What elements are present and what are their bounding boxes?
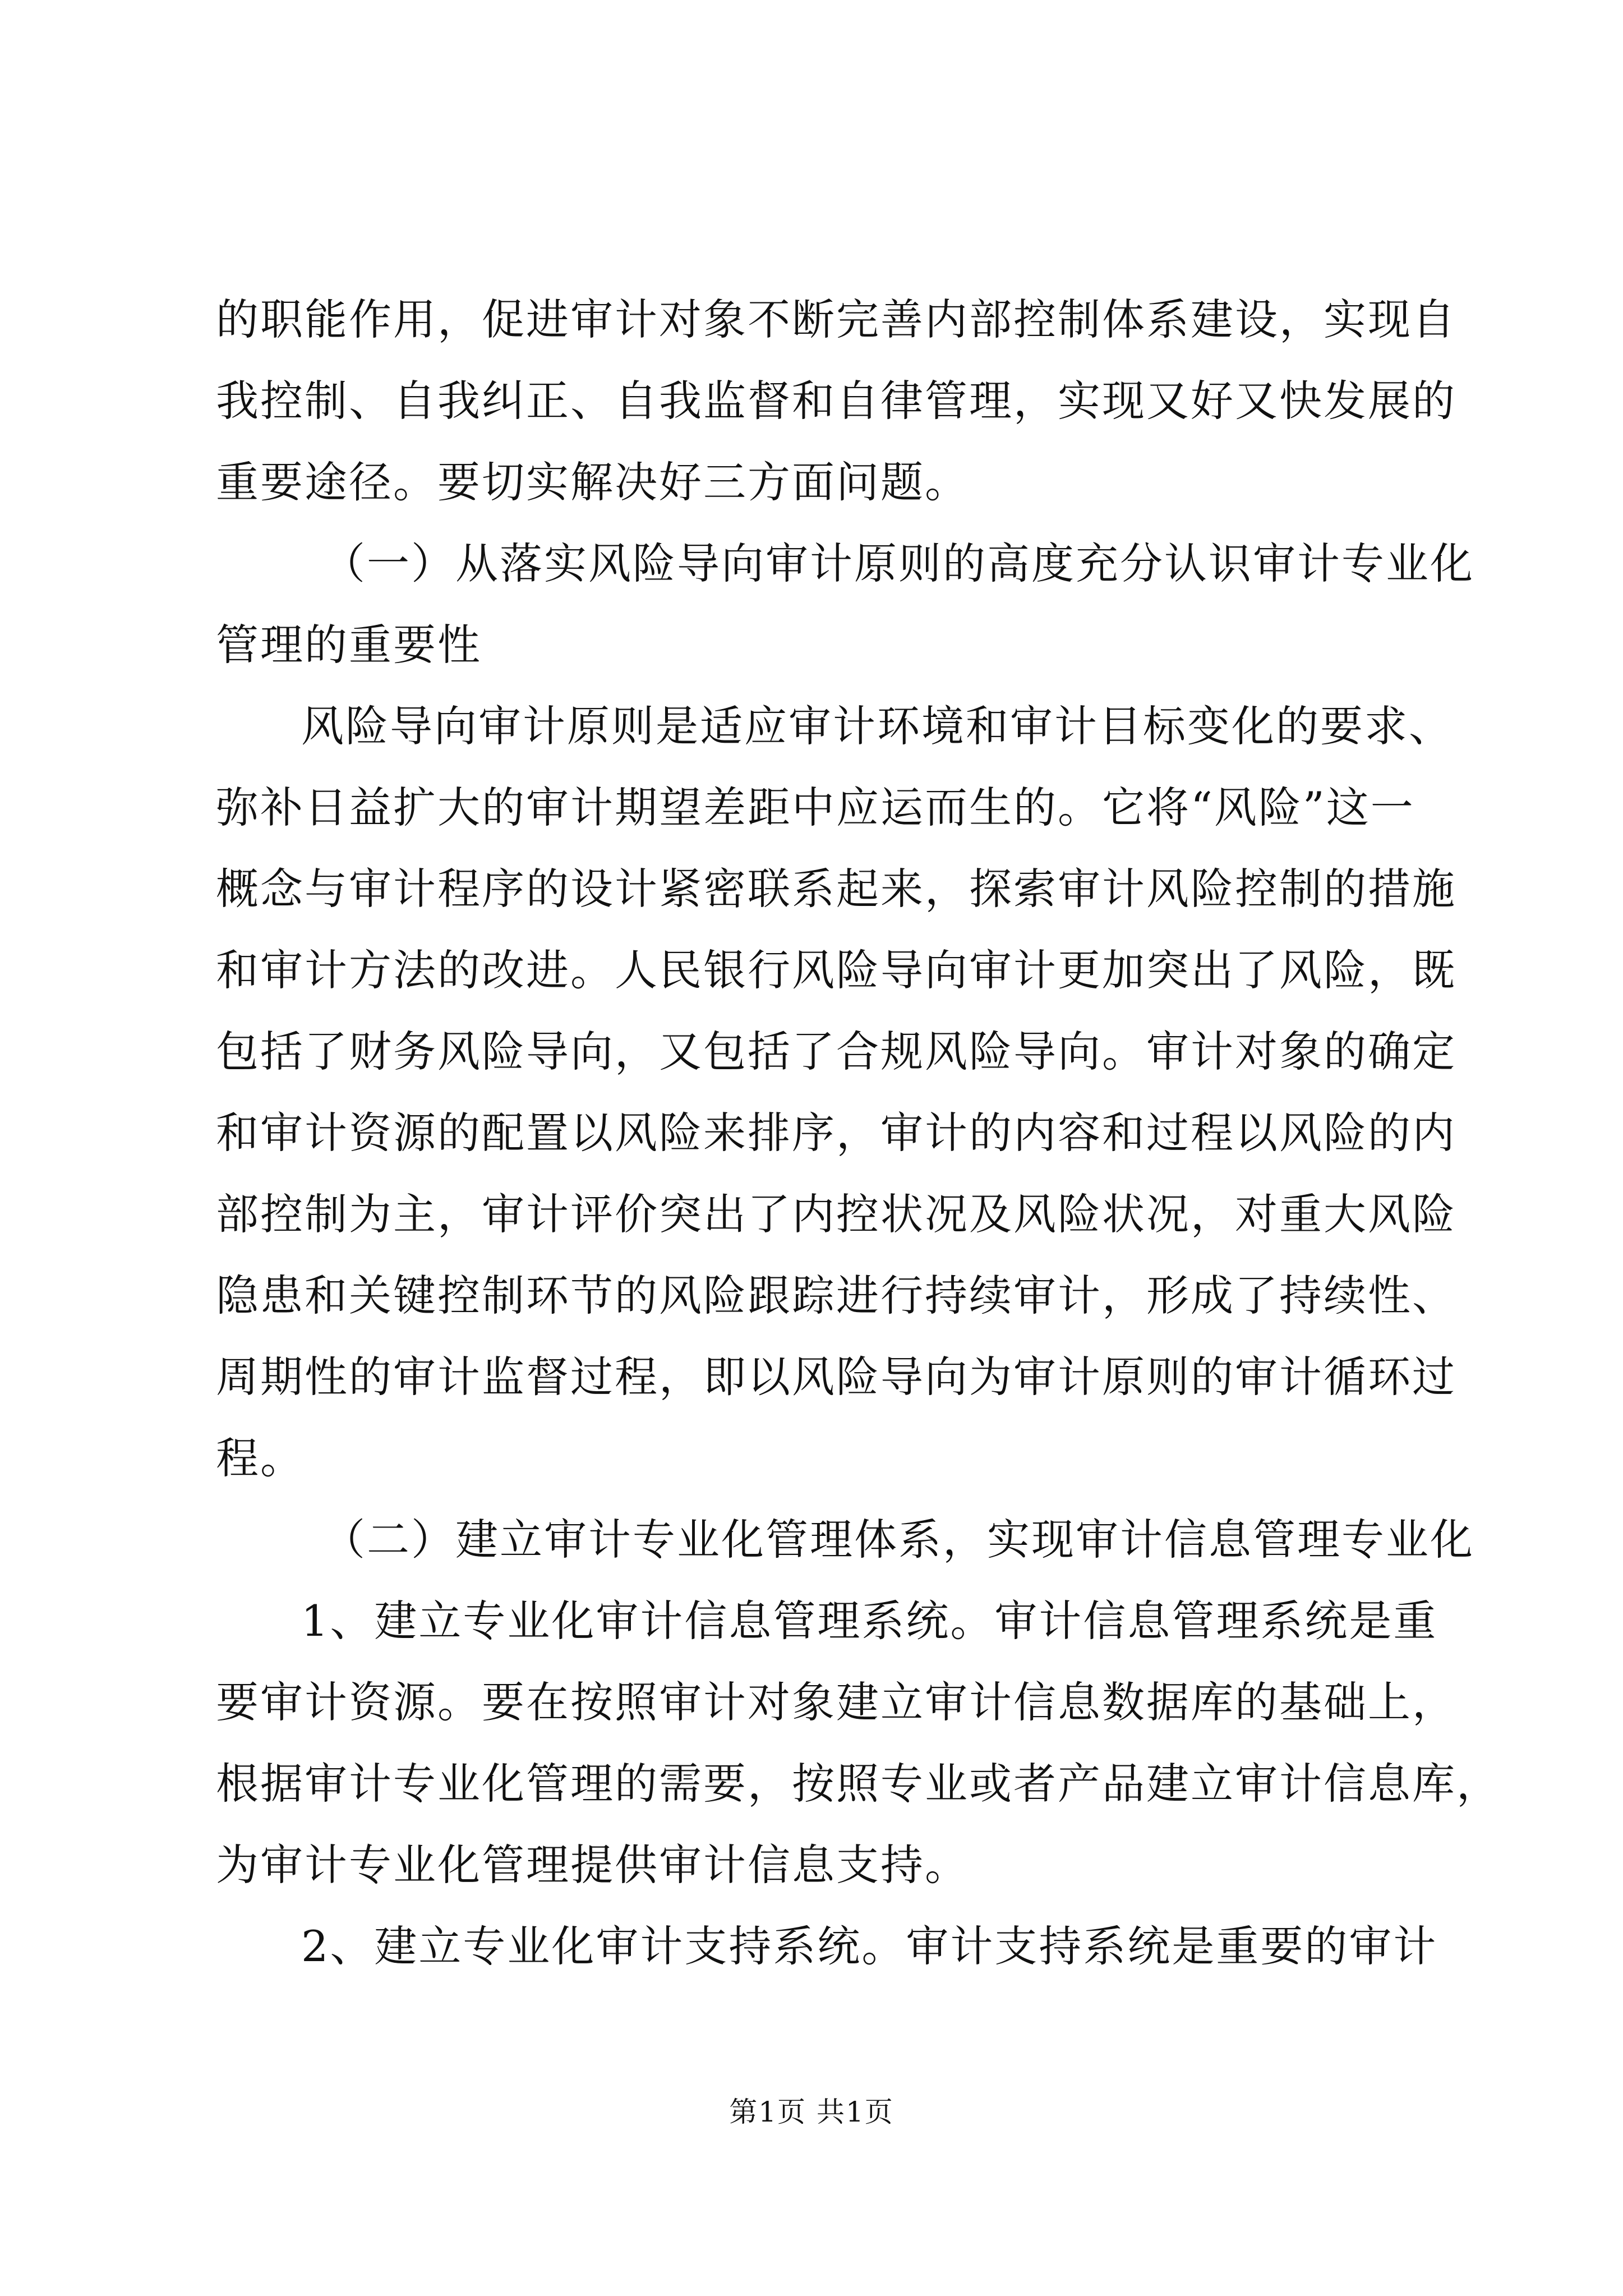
text-line: 重要途径。要切实解决好三方面问题。 bbox=[216, 457, 969, 507]
section-heading-1-cont: 管理的重要性 bbox=[216, 620, 482, 670]
body-text bbox=[216, 292, 1501, 2000]
text-line: 包括了财务风险导向，又包括了合规风险导向。审计对象的确定 bbox=[216, 1027, 1456, 1076]
text-line: 程。 bbox=[216, 1433, 305, 1483]
text-line: 要审计资源。要在按照审计对象建立审计信息数据库的基础上， bbox=[216, 1677, 1456, 1727]
page-footer: 第1页 共1页 bbox=[729, 2096, 894, 2128]
section-heading-1: （一）从落实风险导向审计原则的高度充分认识审计专业化 bbox=[322, 539, 1474, 588]
text-line: 风险导向审计原则是适应审计环境和审计目标变化的要求、 bbox=[301, 701, 1453, 751]
text-line: 为审计专业化管理提供审计信息支持。 bbox=[216, 1840, 969, 1890]
text-line: 1、建立专业化审计信息管理系统。审计信息管理系统是重 bbox=[301, 1596, 1438, 1646]
text-line: 隐患和关键控制环节的风险跟踪进行持续审计，形成了持续性、 bbox=[216, 1271, 1456, 1320]
text-line: 根据审计专业化管理的需要，按照专业或者产品建立审计信息库， bbox=[216, 1759, 1501, 1809]
text-line: 和审计资源的配置以风险来排序，审计的内容和过程以风险的内 bbox=[216, 1108, 1456, 1158]
text-line: 和审计方法的改进。人民银行风险导向审计更加突出了风险，既 bbox=[216, 945, 1456, 995]
section-heading-2: （二）建立审计专业化管理体系，实现审计信息管理专业化 bbox=[322, 1515, 1474, 1565]
text-line: 的职能作用，促进审计对象不断完善内部控制体系建设，实现自 bbox=[216, 295, 1456, 344]
text-line: 概念与审计程序的设计紧密联系起来，探索审计风险控制的措施 bbox=[216, 864, 1456, 914]
text-line: 弥补日益扩大的审计期望差距中应运而生的。它将“风险”这一 bbox=[216, 783, 1415, 832]
text-line: 周期性的审计监督过程，即以风险导向为审计原则的审计循环过 bbox=[216, 1352, 1456, 1402]
text-line: 我控制、自我纠正、自我监督和自律管理，实现又好又快发展的 bbox=[216, 376, 1456, 426]
text-line: 部控制为主，审计评价突出了内控状况及风险状况，对重大风险 bbox=[216, 1189, 1456, 1239]
text-line: 2、建立专业化审计支持系统。审计支持系统是重要的审计 bbox=[301, 1921, 1438, 1971]
